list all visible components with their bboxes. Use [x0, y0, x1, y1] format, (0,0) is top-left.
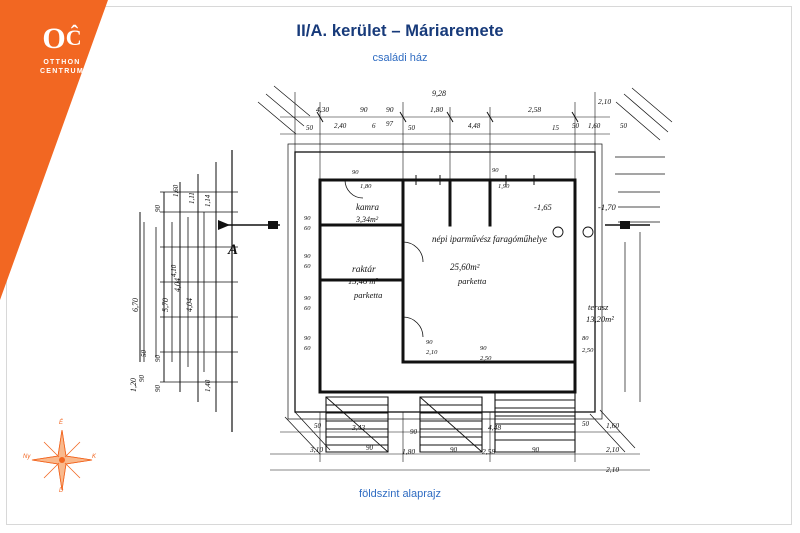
dim-bot1-3: 4,48 [488, 423, 502, 432]
logo-mark: OĈ [42, 22, 82, 55]
compass-south-label: D [59, 488, 64, 494]
dim-leftsm-5: 1,11 [188, 192, 196, 204]
dim-bot2-5: 90 [532, 446, 539, 454]
dim-top2-1: 90 [360, 105, 368, 114]
floorplan-svg [120, 62, 680, 482]
dim-left-1: 4,04 [185, 298, 194, 312]
compass-east-label: K [92, 454, 97, 460]
dim-leftsm-4: 4,10 [170, 264, 178, 277]
dim-bot1-1: 3,43 [352, 423, 366, 432]
dim-bot2-3: 90 [450, 446, 457, 454]
dim-inner-left-2: 90 [304, 253, 311, 260]
dim-left-0: 6,70 [131, 298, 140, 312]
dim-leftsm-0: 1,14 [204, 194, 212, 207]
dim-bot1-2: 90 [410, 428, 417, 436]
dim-inner-top-1: 1,80 [360, 183, 372, 190]
plan-caption: földszint alaprajz [359, 488, 441, 500]
dim-leftsm-6: 50 [140, 350, 148, 357]
logo-line-2: CENTRUM [39, 68, 85, 75]
dim-inner-right-3: 2,50 [480, 355, 492, 362]
room-label-raktar: raktár [352, 265, 376, 275]
dim-leftsm-7: 90 [138, 375, 146, 382]
room-finish-raktar: parketta [354, 290, 383, 300]
dim-inner-left-4: 90 [304, 295, 311, 302]
dim-bot2-6: 2,10 [606, 445, 620, 454]
dim-inner-right-4: 80 [582, 335, 589, 342]
dim-inner-right-5: 2,50 [582, 347, 594, 354]
dim-top2-5: 2,10 [598, 97, 612, 106]
dim-bot2-0: 3,10 [310, 445, 324, 454]
dim-top3-6: 15 [552, 124, 559, 132]
dim-left-2: 5,70 [161, 298, 170, 312]
room-area-muhely: 25,60m² [450, 262, 480, 272]
dim-leftsm-2: 90 [154, 205, 162, 212]
dim-top3-7: 50 [572, 122, 579, 130]
dim-leftsm-1: 1,60 [172, 184, 180, 197]
dim-top3-5: 4,48 [468, 122, 481, 130]
dim-inner-top-3: 1,90 [498, 183, 510, 190]
dim-inner-left-6: 90 [304, 335, 311, 342]
dim-inner-left-1: 60 [304, 225, 311, 232]
dim-bot2-2: 1,80 [402, 447, 416, 456]
dim-inner-right-2: 90 [480, 345, 487, 352]
page-subtitle: családi ház [372, 52, 428, 64]
dim-top2-0: 4,30 [316, 105, 330, 114]
room-label-terasz: terasz [588, 302, 609, 312]
dim-bot3-0: 2,10 [606, 465, 620, 474]
logo-line-1: OTTHON [43, 59, 81, 66]
dim-bot1-0: 50 [314, 422, 321, 430]
dim-top2-2: 90 [386, 105, 394, 114]
room-area-terasz: 13,20m² [586, 314, 614, 324]
page-title: II/A. kerület – Máriaremete [296, 22, 504, 40]
floorplan-drawing [120, 62, 680, 482]
room-area-raktar: 15,46 m² [348, 276, 378, 286]
dim-leftsm-8: 90 [154, 385, 162, 392]
dim-left-3: 4,04 [173, 278, 182, 292]
dim-inner-top-0: 90 [352, 169, 359, 176]
dim-bot2-4: 2,58 [482, 447, 496, 456]
dim-inner-right-1: 2,10 [426, 349, 438, 356]
dim-top3-1: 2,40 [334, 122, 347, 130]
compass-west-label: Ny [23, 454, 31, 460]
dim-inner-top-2: 90 [492, 167, 499, 174]
dim-inner-left-3: 60 [304, 263, 311, 270]
dim-inner-left-0: 90 [304, 215, 311, 222]
dim-top3-3: 97 [386, 120, 393, 128]
dim-leftsm-9: 1,40 [204, 379, 212, 392]
room-label-muhely: népi iparművész faragóműhelye [432, 234, 547, 244]
dim-top3-2: 6 [372, 122, 376, 130]
section-marker-a: A [228, 242, 239, 258]
room-area-kamra: 3,34m² [356, 215, 379, 224]
dim-inner-right-0: 90 [426, 339, 433, 346]
dim-top-total: 9,28 [432, 89, 446, 98]
dim-inner-left-5: 60 [304, 305, 311, 312]
dim-left-4: 1,20 [129, 378, 138, 392]
level-label-1: -1,65 [534, 202, 552, 212]
room-finish-muhely: parketta [458, 276, 487, 286]
dim-top3-8: 1,60 [588, 122, 601, 130]
room-label-kamra: kamra [356, 202, 379, 212]
dim-top3-9: 50 [620, 122, 627, 130]
dim-bot1-5: 1,60 [606, 421, 620, 430]
dim-top3-4: 50 [408, 124, 415, 132]
dim-bot2-1: 90 [366, 444, 373, 452]
level-label-2: -1,70 [598, 202, 616, 212]
dim-top3-0: 50 [306, 124, 313, 132]
dim-top2-3: 1,80 [430, 105, 444, 114]
compass-north-label: É [59, 420, 64, 426]
dim-bot1-4: 50 [582, 420, 589, 428]
dim-leftsm-3: 90 [154, 355, 162, 362]
dim-inner-left-7: 60 [304, 345, 311, 352]
dim-top2-4: 2,58 [528, 105, 542, 114]
